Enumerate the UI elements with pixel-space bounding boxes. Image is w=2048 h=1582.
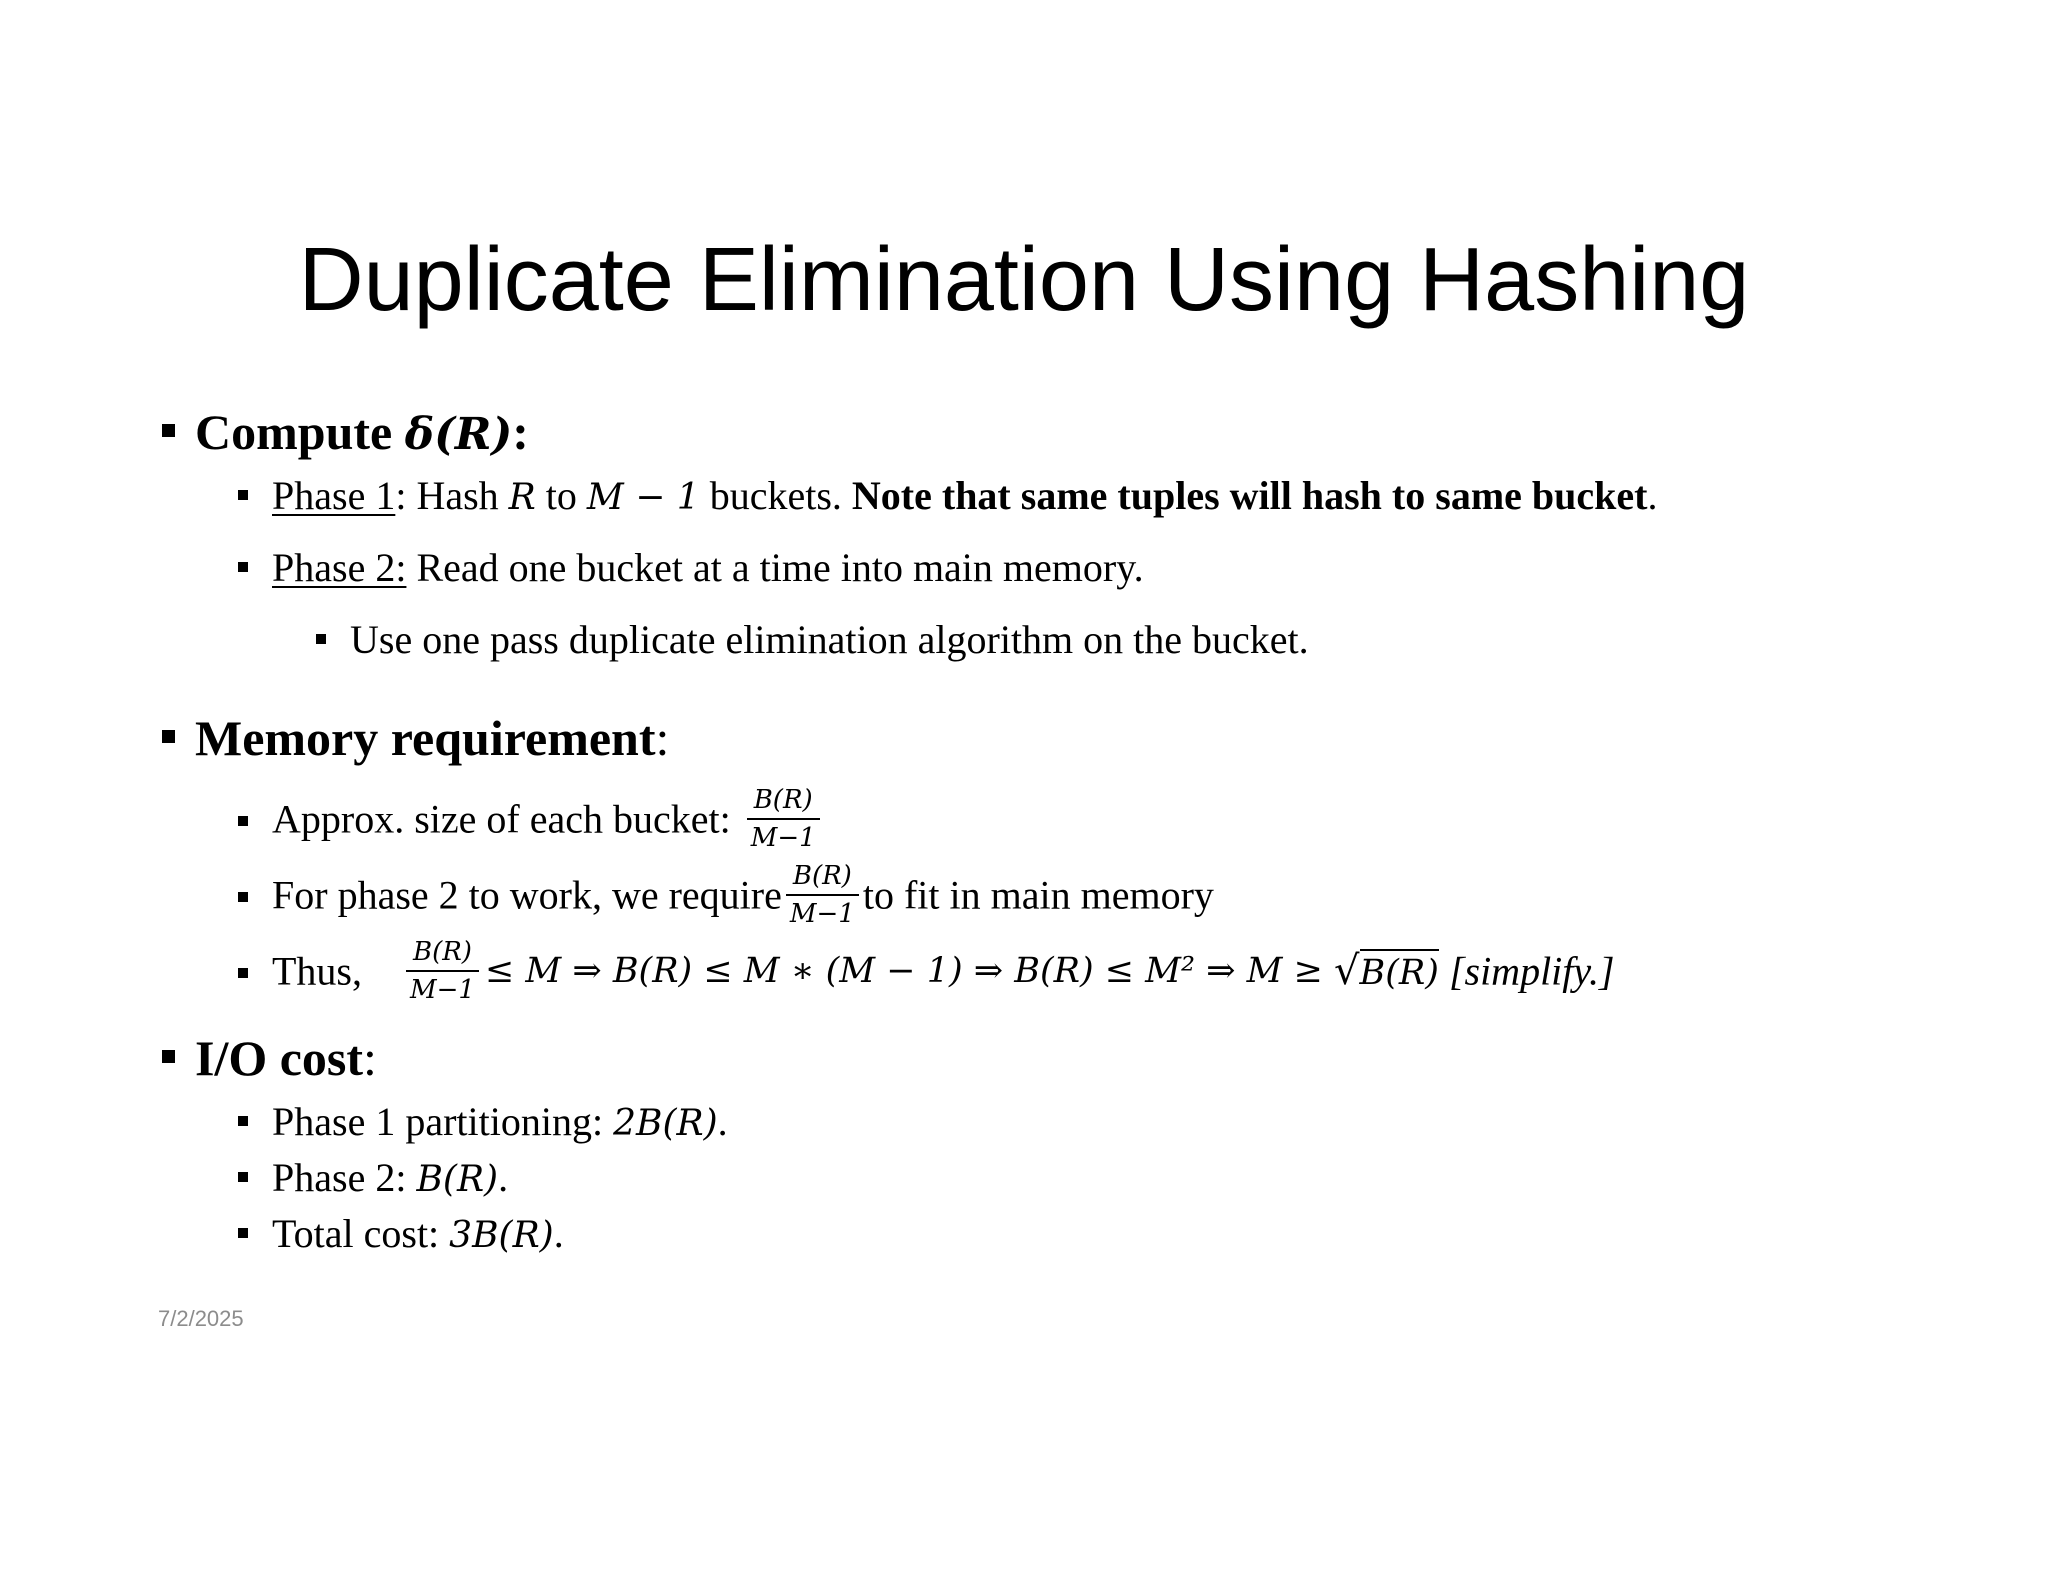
bullet-square-icon	[238, 1116, 248, 1126]
bullet-square-icon	[238, 1228, 248, 1238]
bullet-square-icon	[316, 634, 326, 644]
bullet-square-icon	[238, 968, 248, 978]
io-heading: I/O cost:	[195, 1030, 377, 1086]
one-pass-line: Use one pass duplicate elimination algorithm on the bucket.	[350, 617, 1309, 662]
bullet-square-icon	[238, 1172, 248, 1182]
delta-r-math: δ(R)	[404, 409, 513, 460]
bullet-square-icon	[238, 892, 248, 902]
bucket-size-fraction: $\frac{B(R)}{M-1}$	[747, 784, 820, 854]
phase2-line: Phase 2: Read one bucket at a time into main memory.	[272, 545, 1144, 590]
io-phase1-line: Phase 1 partitioning: 2B(R).	[272, 1099, 728, 1144]
phase2-requirement-line: For phase 2 to work, we require $\frac{B(R)}{M-1}$ to fit in main memory	[272, 861, 1214, 929]
slide-title: Duplicate Elimination Using Hashing	[298, 230, 1750, 330]
bucket-size-fraction: $\frac{B(R)}{M-1}$	[786, 860, 859, 930]
bullet-square-icon	[238, 490, 248, 500]
bullet-square-icon	[162, 1050, 175, 1063]
phase2-label: Phase 2:	[272, 545, 407, 590]
compute-heading: Compute δ(R):	[195, 404, 529, 460]
phase1-line: Phase 1: Hash R to M − 1 buckets. Note that same tuples will hash to same bucket.	[272, 473, 1658, 518]
memory-heading: Memory requirement:	[195, 710, 670, 766]
bucket-size-fraction: $\frac{B(R)}{M-1}$	[406, 936, 479, 1006]
thus-line: Thus, $\frac{B(R)}{M-1}$ ≤ M ⇒ B(R) ≤ M ∗ (M − 1) ⇒ B(R) ≤ M² ⇒ M ≥ √B(R) [simplify.]	[272, 937, 1615, 1005]
slide-date: 7/2/2025	[158, 1306, 244, 1331]
inequality-math: ≤ M ⇒ B(R) ≤ M ∗ (M − 1) ⇒ B(R) ≤ M² ⇒ M ≥	[484, 951, 1335, 991]
phase1-label: Phase 1	[272, 473, 396, 518]
bullet-square-icon	[238, 562, 248, 572]
io-phase2-line: Phase 2: B(R).	[272, 1155, 509, 1200]
simplify-note: [simplify.]	[1448, 948, 1615, 994]
phase1-note: Note that same tuples will hash to same bucket	[851, 473, 1648, 518]
bullet-square-icon	[162, 424, 175, 437]
sqrt-symbol: √	[1334, 948, 1360, 994]
bullet-square-icon	[238, 816, 248, 826]
approx-size-line: Approx. size of each bucket: $\frac{B(R)}{M-1}$	[272, 784, 826, 854]
io-total-line: Total cost: 3B(R).	[272, 1211, 564, 1256]
bullet-square-icon	[162, 730, 175, 743]
sqrt-argument: B(R)	[1360, 949, 1439, 993]
